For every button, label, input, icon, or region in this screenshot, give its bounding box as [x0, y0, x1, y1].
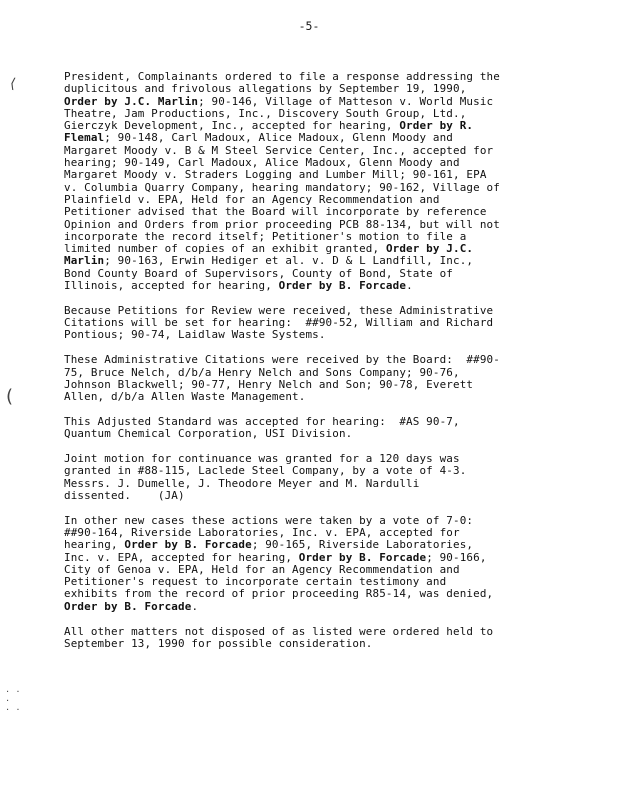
paragraph	[64, 354, 594, 403]
text-run: Opinion and Orders from prior proceeding PCB 88-134, but will not	[64, 217, 500, 231]
paragraph	[64, 416, 594, 441]
paragraph	[64, 515, 594, 613]
text-run: hearing,	[64, 538, 125, 552]
text-run: Gierczyk Development, Inc., accepted for hearing,	[64, 119, 400, 133]
page-number: -5-	[298, 19, 320, 33]
text-run: Margaret Moody v. Straders Logging and Lumber Mill; 90-161, EPA	[64, 168, 487, 182]
text-run: Inc. v. EPA, accepted for hearing,	[64, 550, 299, 564]
order-signature-text: Marlin	[64, 254, 105, 268]
text-run: .	[191, 599, 199, 613]
order-signature-text: Order by B. Forcade	[124, 538, 252, 552]
text-run: dissented. (JA)	[64, 488, 185, 502]
text-run: ; 90-163, Erwin Hediger et al. v. D & L Landfill, Inc.,	[104, 254, 474, 268]
text-run: Pontious; 90-74, Laidlaw Waste Systems.	[64, 328, 326, 342]
margin-mark-top: ⟨	[8, 75, 17, 93]
order-signature-text: Order by J.C. Marlin	[64, 94, 199, 108]
order-signature-text: Order by B. Forcade	[278, 279, 407, 293]
paragraph	[64, 453, 594, 502]
document-body	[64, 71, 594, 663]
paragraph	[64, 71, 594, 292]
margin-mark-bottom: · · · · ·	[6, 687, 22, 716]
text-run: duplicitous and frivolous allegations by September 19, 1990,	[64, 82, 467, 96]
text-run: In other new cases these actions were taken by a vote of 7-0:	[64, 513, 474, 527]
order-signature-text: Order by B. Forcade	[64, 599, 192, 613]
text-run: .	[406, 279, 413, 293]
text-run: City of Genoa v. EPA, Held for an Agency Recommendation and	[64, 562, 460, 576]
text-run: Messrs. J. Dumelle, J. Theodore Meyer and M. Nardulli	[64, 476, 420, 490]
text-line	[64, 329, 594, 341]
text-run: hearing; 90-149, Carl Madoux, Alice Madoux, Glenn Moody and	[64, 156, 460, 170]
order-signature-text: Flemal	[64, 131, 105, 145]
text-run: Joint motion for continuance was granted for a 120 days was	[64, 452, 460, 466]
text-run: ; 90-148, Carl Madoux, Alice Madoux, Glenn Moody and	[104, 131, 453, 145]
text-line	[64, 280, 594, 292]
order-signature-text: Order by J.C.	[385, 242, 474, 256]
text-run: This Adjusted Standard was accepted for hearing: #AS 90-7,	[64, 414, 460, 428]
paragraph	[64, 305, 594, 342]
text-run: Bond County Board of Supervisors, County of Bond, State of	[64, 266, 453, 280]
text-run: September 13, 1990 for possible consideration.	[64, 636, 373, 650]
text-run: 75, Bruce Nelch, d/b/a Henry Nelch and Sons Company; 90-76,	[64, 365, 460, 379]
text-run: v. Columbia Quarry Company, hearing mandatory; 90-162, Village of	[64, 180, 500, 194]
text-run: ; 90-165, Riverside Laboratories,	[251, 538, 474, 552]
text-run: granted in #88-115, Laclede Steel Company, by a vote of 4-3.	[64, 464, 467, 478]
paragraph	[64, 626, 594, 651]
text-run: Petitioner's request to incorporate certain testimony and	[64, 575, 447, 589]
text-run: Because Petitions for Review were received, these Administrative	[64, 303, 494, 317]
text-line	[64, 391, 594, 403]
order-signature-text: Order by R.	[399, 119, 474, 133]
text-run: ; 90-166,	[426, 550, 487, 564]
text-run: Plainfield v. EPA, Held for an Agency Recommendation and	[64, 192, 440, 206]
text-line	[64, 428, 594, 440]
text-run: Petitioner advised that the Board will incorporate by reference	[64, 205, 487, 219]
text-run: All other matters not disposed of as listed were ordered held to	[64, 624, 494, 638]
text-run: Allen, d/b/a Allen Waste Management.	[64, 390, 306, 404]
text-run: incorporate the record itself; Petitioner's motion to file a	[64, 229, 467, 243]
text-run: ; 90-146, Village of Matteson v. World Music	[198, 94, 494, 108]
text-run: Citations will be set for hearing: ##90-52, William and Richard	[64, 316, 494, 330]
text-run: limited number of copies of an exhibit granted,	[64, 242, 386, 256]
text-run: Illinois, accepted for hearing,	[64, 279, 279, 293]
text-run: Margaret Moody v. B & M Steel Service Center, Inc., accepted for	[64, 143, 494, 157]
text-line	[64, 638, 594, 650]
text-line	[64, 601, 594, 613]
text-run: Johnson Blackwell; 90-77, Henry Nelch and Son; 90-78, Everett	[64, 377, 474, 391]
text-run: President, Complainants ordered to file a response addressing the	[64, 70, 500, 83]
text-run: ##90-164, Riverside Laboratories, Inc. v. EPA, accepted for	[64, 526, 460, 539]
text-run: Theatre, Jam Productions, Inc., Discovery South Group, Ltd.,	[64, 106, 467, 120]
text-run: These Administrative Citations were received by the Board: ##90-	[64, 353, 500, 367]
text-run: Quantum Chemical Corporation, USI Division.	[64, 427, 353, 441]
text-run: exhibits from the record of prior proceeding R85-14, was denied,	[64, 587, 494, 601]
margin-mark-middle: (	[6, 386, 14, 407]
text-line	[64, 490, 594, 502]
order-signature-text: Order by B. Forcade	[298, 550, 427, 564]
